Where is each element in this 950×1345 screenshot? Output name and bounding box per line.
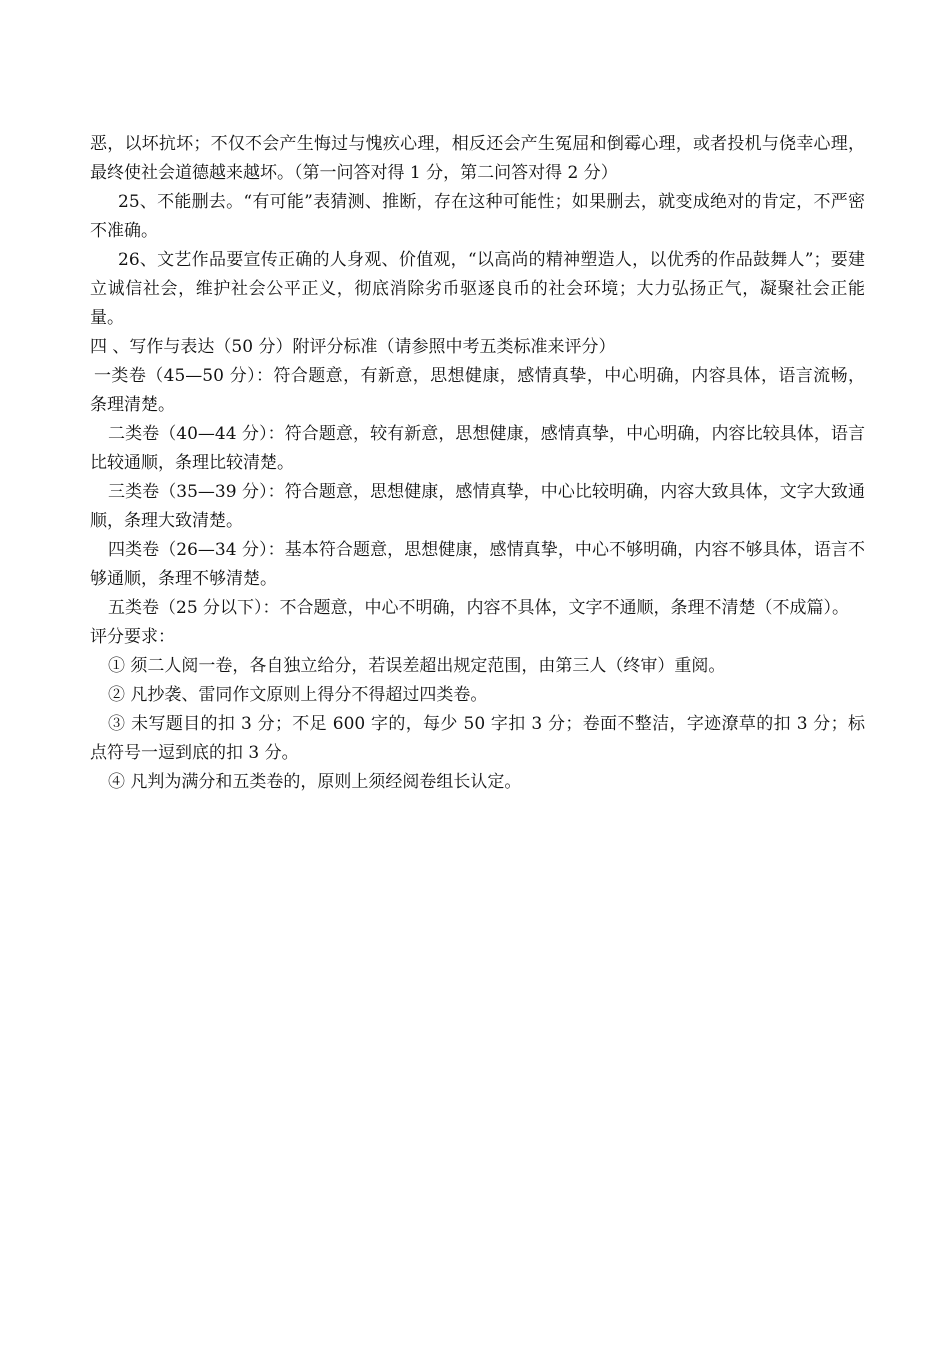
requirement-item-1: ① 须二人阅一卷，各自独立给分，若误差超出规定范围，由第三人（终审）重阅。 <box>108 656 726 676</box>
scoring-requirements-heading: 评分要求： <box>90 627 175 647</box>
grade-1-criteria: 一类卷（45—50 分）：符合题意，有新意，思想健康，感情真挚，中心明确，内容具体，语言流畅，条理清楚。 <box>90 366 865 415</box>
document-page <box>90 130 865 797</box>
requirement-item-3: ③ 未写题目的扣 3 分；不足 600 字的，每少 50 字扣 3 分；卷面不整洁，字迹潦草的扣 3 分；标点符号一逗到底的扣 3 分。 <box>90 714 865 763</box>
answer-26: 26、文艺作品要宣传正确的人身观、价值观，“以高尚的精神塑造人，以优秀的作品鼓舞人”；要建立诚信社会，维护社会公平正义，彻底消除劣币驱逐良币的社会环境；大力弘扬正气，凝聚社会正能量。 <box>90 250 865 328</box>
grade-3-criteria: 三类卷（35—39 分）：符合题意，思想健康，感情真挚，中心比较明确，内容大致具体，文字大致通顺，条理大致清楚。 <box>90 482 865 531</box>
writing-section-heading: 四 、写作与表达（50 分）附评分标准（请参照中考五类标准来评分） <box>90 337 616 357</box>
grade-5-criteria: 五类卷（25 分以下）：不合题意，中心不明确，内容不具体，文字不通顺，条理不清楚（不成篇）。 <box>108 598 850 618</box>
requirement-item-4: ④ 凡判为满分和五类卷的，原则上须经阅卷组长认定。 <box>108 772 522 792</box>
grade-2-criteria: 二类卷（40—44 分）：符合题意，较有新意，思想健康，感情真挚，中心明确，内容比较具体，语言比较通顺，条理比较清楚。 <box>90 424 865 473</box>
answer-25: 25、不能删去。“有可能”表猜测、推断，存在这种可能性；如果删去，就变成绝对的肯定，不严密不准确。 <box>90 192 865 241</box>
requirement-item-2: ② 凡抄袭、雷同作文原则上得分不得超过四类卷。 <box>108 685 488 705</box>
answer-24-continued: 恶，以坏抗坏；不仅不会产生悔过与愧疚心理，相反还会产生冤屈和倒霉心理，或者投机与侥幸心理，最终使社会道德越来越坏。（第一问答对得 1 分，第二问答对得 2 分） <box>90 134 865 183</box>
grade-4-criteria: 四类卷（26—34 分）：基本符合题意，思想健康，感情真挚，中心不够明确，内容不够具体，语言不够通顺，条理不够清楚。 <box>90 540 865 589</box>
